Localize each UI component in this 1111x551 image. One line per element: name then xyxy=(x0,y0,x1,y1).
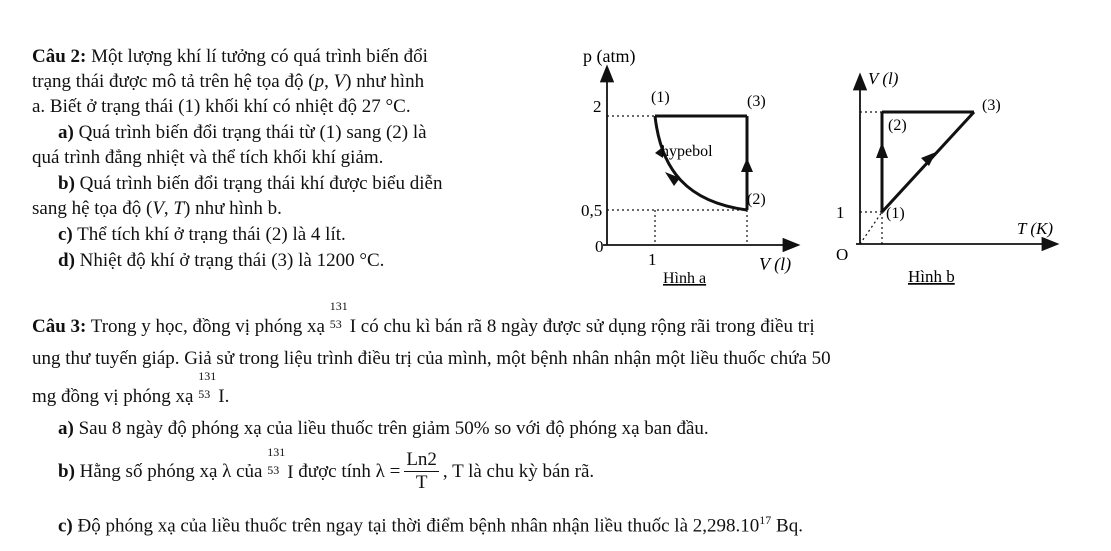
iso-symbol: I xyxy=(218,386,225,407)
q3-line-3 xyxy=(32,369,230,409)
q2-line-3 xyxy=(32,94,411,119)
q2-intro-2-end: ) như hình xyxy=(345,71,425,92)
fig-a-y-tick-2: 2 xyxy=(593,97,602,116)
iso-atom: 53 xyxy=(267,462,280,477)
q2-label: Câu 2: xyxy=(32,46,87,67)
fig-b-arrow-diag-icon xyxy=(921,152,936,166)
q3-intro-2: ung thư tuyến giáp. Giả sử trong liệu trình điều trị của mình, một bệnh nhân nhận một liều thuốc chứa 50 xyxy=(32,348,831,369)
fig-a-x-tick-1: 1 xyxy=(648,250,657,269)
q3-intro-1a: Trong y học, đồng vị phóng xạ xyxy=(86,316,325,337)
iso-mass: 131 xyxy=(198,369,217,383)
fig-a-process-1-2-hyperbola xyxy=(655,116,747,210)
fig-a-x-axis-label: V (l) xyxy=(759,254,792,274)
fig-a-caption: Hình a xyxy=(663,270,707,287)
q2-line-1 xyxy=(32,44,428,69)
q2-item-c xyxy=(58,222,346,247)
q2-item-b-line-2 xyxy=(32,196,282,221)
q3-line-1 xyxy=(32,299,815,339)
fig-a-arrow-curve-icon xyxy=(665,172,680,186)
fig-a-origin: 0 xyxy=(595,237,604,256)
iso-mass: 131 xyxy=(267,444,286,459)
q2-intro-2: trạng thái được mô tả trên hệ tọa độ ( xyxy=(32,71,315,92)
q2-c-text: Thể tích khí ở trạng thái (2) là 4 lít. xyxy=(72,224,346,245)
q2-b-text-2a: sang hệ tọa độ ( xyxy=(32,198,153,219)
q3-line-2 xyxy=(32,346,831,371)
q3-label: Câu 3: xyxy=(32,316,87,337)
fig-a-curve-label: hypebol xyxy=(661,143,713,160)
q2-var-p: p xyxy=(314,71,325,92)
fig-a-state-1: (1) xyxy=(651,89,670,106)
fig-b-state-3: (3) xyxy=(982,97,1001,114)
fig-b-caption: Hình b xyxy=(908,267,955,286)
q3-b-label: b) xyxy=(58,460,75,482)
q2-item-b-line-1 xyxy=(58,171,442,196)
figure-a xyxy=(575,40,815,295)
fig-b-state-1: (1) xyxy=(886,205,905,222)
q2-item-a-line-2 xyxy=(32,145,383,170)
q3-intro-3: mg đồng vị phóng xạ xyxy=(32,386,194,407)
fraction-denominator: T xyxy=(415,471,428,493)
iso-atom: 53 xyxy=(329,317,342,331)
q2-b-var-v: V xyxy=(152,198,164,219)
fig-b-origin: O xyxy=(836,245,849,264)
iso-atom: 53 xyxy=(198,387,211,401)
iso-mass: 131 xyxy=(329,299,348,313)
q3-b-text-2: được tính λ = xyxy=(293,460,401,482)
q3-c-label: c) xyxy=(58,515,73,537)
fig-b-arrow-up-icon xyxy=(876,142,888,158)
q3-a-text: Sau 8 ngày độ phóng xạ của liều thuốc trên giảm 50% so với độ phóng xạ ban đầu. xyxy=(73,418,709,439)
fig-a-arrow-up-icon xyxy=(741,158,753,172)
q3-a-label: a) xyxy=(58,418,74,439)
q3-b-text-1: Hằng số phóng xạ λ của xyxy=(74,460,263,482)
q2-c-label: c) xyxy=(58,224,73,245)
q2-b-text-2b: ) như hình b. xyxy=(184,198,282,219)
fig-a-state-3: (3) xyxy=(747,93,766,110)
q2-d-label: d) xyxy=(58,250,75,271)
q2-comma: , xyxy=(324,71,334,92)
q3-c-exponent: 17 xyxy=(759,513,772,527)
fig-b-state-2: (2) xyxy=(888,117,907,134)
iso-symbol: I xyxy=(349,316,357,337)
fig-b-y-tick-1: 1 xyxy=(836,203,845,222)
isotope-i131-3 xyxy=(267,444,294,485)
q3-item-b xyxy=(58,446,594,496)
q2-b-var-t: T xyxy=(173,198,184,219)
q2-a-text-2: quá trình đẳng nhiệt và thể tích khối khí giảm. xyxy=(32,147,384,168)
q2-line-2 xyxy=(32,69,424,94)
q2-b-comma: , xyxy=(163,198,174,219)
q3-item-a xyxy=(58,416,709,441)
q2-intro-1: Một lượng khí lí tưởng có quá trình biến đổi xyxy=(86,46,428,67)
isotope-i131-1 xyxy=(329,299,357,339)
fig-b-y-axis-label: V (l) xyxy=(868,69,899,88)
q2-a-text-1: Quá trình biến đổi trạng thái từ (1) sang (2) là xyxy=(73,122,427,143)
q2-item-a-line-1 xyxy=(58,120,427,145)
q2-d-text: Nhiệt độ khí ở trạng thái (3) là 1200 °C. xyxy=(74,250,385,271)
isotope-i131-2 xyxy=(198,369,225,409)
q2-b-label: b) xyxy=(58,173,75,194)
q3-item-c xyxy=(58,508,803,538)
q2-a-label: a) xyxy=(58,122,74,143)
q3-intro-1b: có chu kì bán rã 8 ngày được sử dụng rộng rãi trong điều trị xyxy=(356,316,815,337)
decay-constant-fraction xyxy=(404,449,439,494)
q3-b-text-3: , T là chu kỳ bán rã. xyxy=(442,460,595,482)
q2-item-d xyxy=(58,248,384,273)
fig-a-state-2: (2) xyxy=(747,191,766,208)
q2-b-text-1: Quá trình biến đổi trạng thái khí được biểu diễn xyxy=(74,173,443,194)
q2-var-v: V xyxy=(333,71,346,92)
fraction-numerator: Ln2 xyxy=(406,448,437,470)
q3-c-text: Độ phóng xạ của liều thuốc trên ngay tại thời điểm bệnh nhân nhận liều thuốc là 2,298.10 xyxy=(72,515,760,537)
fig-b-guide-origin xyxy=(860,212,882,244)
q2-intro-3: a. Biết ở trạng thái (1) khối khí có nhiệt độ 27 °C. xyxy=(32,96,411,117)
q3-intro-3-end: . xyxy=(224,386,230,407)
fig-a-y-tick-05: 0,5 xyxy=(581,201,603,220)
fig-a-y-axis-label: p (atm) xyxy=(583,46,636,66)
iso-symbol: I xyxy=(287,461,294,483)
figure-b xyxy=(820,62,1080,292)
fig-b-x-axis-label: T (K) xyxy=(1017,219,1054,238)
q3-c-unit: Bq. xyxy=(771,515,803,537)
